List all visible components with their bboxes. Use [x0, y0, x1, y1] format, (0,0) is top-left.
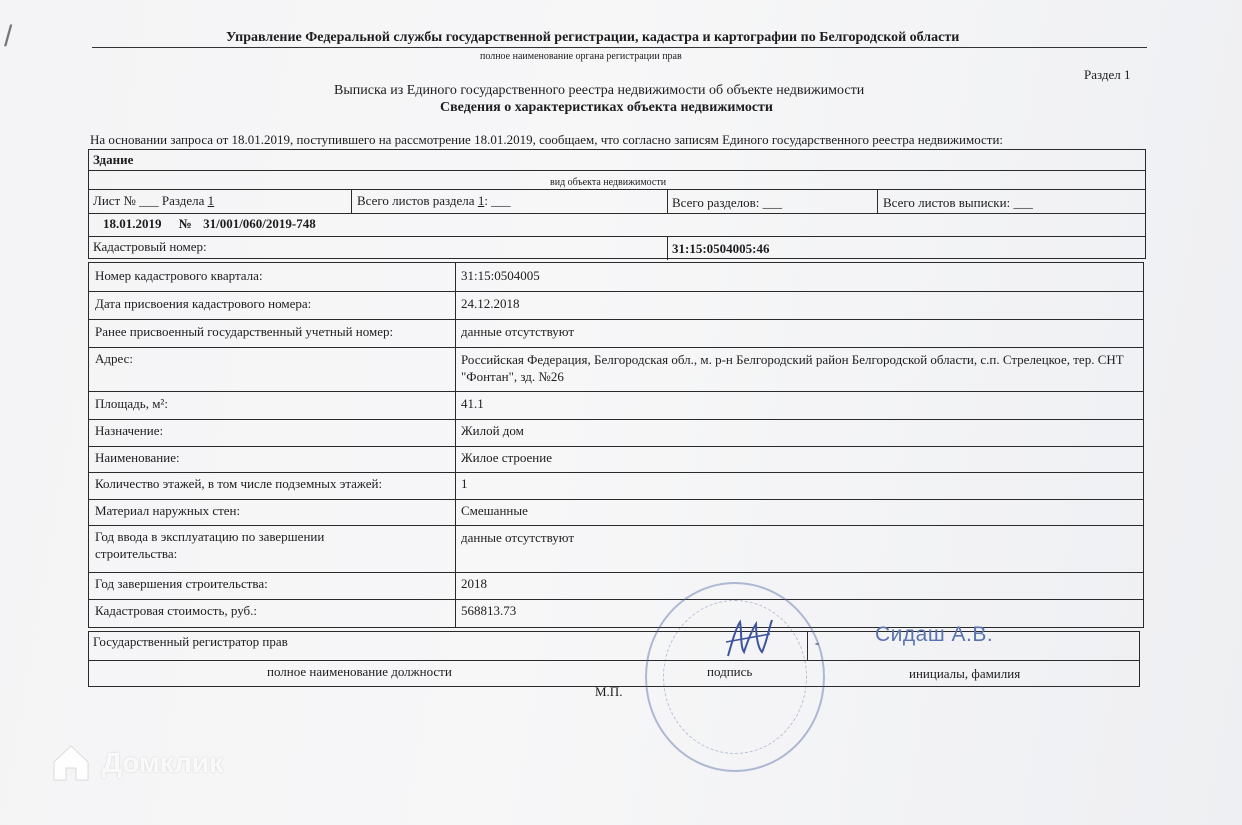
official-seal	[645, 582, 825, 772]
extract-date: 18.01.2019	[103, 216, 162, 231]
row-label: Ранее присвоенный государственный учетный номер:	[95, 324, 394, 339]
row-value: Смешанные	[461, 503, 528, 518]
number-sign: №	[178, 216, 192, 231]
object-type-caption: вид объекта недвижимости	[550, 177, 667, 188]
row-label: Назначение:	[95, 423, 164, 438]
row-label: Год ввода в эксплуатацию по завершении строительства:	[95, 529, 325, 561]
extract-title: Выписка из Единого государственного реестра недвижимости об объекте недвижимости	[334, 83, 865, 98]
row-label: Количество этажей, в том числе подземных этажей:	[95, 476, 383, 491]
row-label: Наименование:	[95, 450, 180, 465]
org-underline	[92, 47, 1147, 48]
cadastral-value: 31:15:0504005:46	[672, 241, 770, 256]
extract-date-number	[103, 216, 316, 232]
org-caption: полное наименование органа регистрации прав	[480, 51, 682, 62]
seal-label: М.П.	[595, 684, 623, 699]
watermark-brand: Домклик	[102, 747, 224, 778]
sheet-section-no: 1	[207, 193, 215, 208]
row-label: Номер кадастрового квартала:	[95, 268, 263, 283]
row-label: Материал наружных стен:	[95, 503, 241, 518]
house-icon	[48, 740, 94, 786]
signature-dash: -	[815, 635, 820, 650]
sheets-total: Всего листов выписки: ___	[883, 195, 1033, 210]
row-value: Жилой дом	[461, 423, 524, 438]
sheets-in-section	[357, 193, 511, 209]
watermark-logo	[48, 740, 223, 786]
row-label: Кадастровая стоимость, руб.:	[95, 603, 258, 618]
row-value: данные отсутствуют	[461, 324, 575, 339]
row-label: Площадь, м²:	[95, 396, 168, 411]
row-value: Российская Федерация, Белгородская обл., м. р-н Белгородский район Белгородской области, с.п. Стрелецкое, тер. СНТ "Фонтан", зд. №26	[461, 352, 1124, 384]
row-label: Год завершения строительства:	[95, 576, 268, 591]
sections-total: Всего разделов: ___	[672, 195, 783, 210]
extract-subtitle: Сведения о характеристиках объекта недвижимости	[440, 100, 773, 115]
handwritten-mark: /	[4, 20, 13, 53]
signature-scribble	[722, 612, 778, 666]
row-label: Дата присвоения кадастрового номера:	[95, 296, 312, 311]
object-type: Здание	[93, 152, 134, 167]
cadastral-label: Кадастровый номер:	[93, 239, 207, 254]
sheets-in-section-suffix: : ___	[484, 193, 511, 208]
registrar-position: Государственный регистратор прав	[93, 634, 288, 649]
handwritten-name: Сидаш А.В.	[875, 623, 994, 646]
sign-caption: подпись	[707, 664, 753, 679]
org-name: Управление Федеральной службы государственной регистрации, кадастра и картографии по Белгородской области	[226, 30, 960, 45]
basis-statement: На основании запроса от 18.01.2019, поступившего на рассмотрение 18.01.2019, сообщаем, что согласно записям Единого государственного реестра недвижимости:	[90, 132, 1004, 147]
row-value: 568813.73	[461, 603, 517, 618]
row-value: 1	[461, 476, 468, 491]
sheets-in-section-label: Всего листов раздела	[357, 193, 475, 208]
sheets-in-section-no: 1	[477, 193, 485, 208]
name-caption: инициалы, фамилия	[909, 666, 1021, 681]
sheet-number	[93, 193, 214, 209]
position-caption: полное наименование должности	[267, 664, 452, 679]
row-value: 2018	[461, 576, 487, 591]
row-value: 31:15:0504005	[461, 268, 540, 283]
extract-number: 31/001/060/2019-748	[203, 216, 316, 231]
row-value: 24.12.2018	[461, 296, 520, 311]
section-label: Раздел 1	[1084, 67, 1131, 82]
row-value: 41.1	[461, 396, 484, 411]
characteristics-table	[88, 262, 1144, 628]
sheet-label: Лист № ___ Раздела	[93, 193, 205, 208]
row-value: данные отсутствуют	[461, 530, 575, 545]
row-value: Жилое строение	[461, 450, 552, 465]
object-header-box	[88, 149, 1146, 259]
row-label: Адрес:	[95, 351, 133, 366]
